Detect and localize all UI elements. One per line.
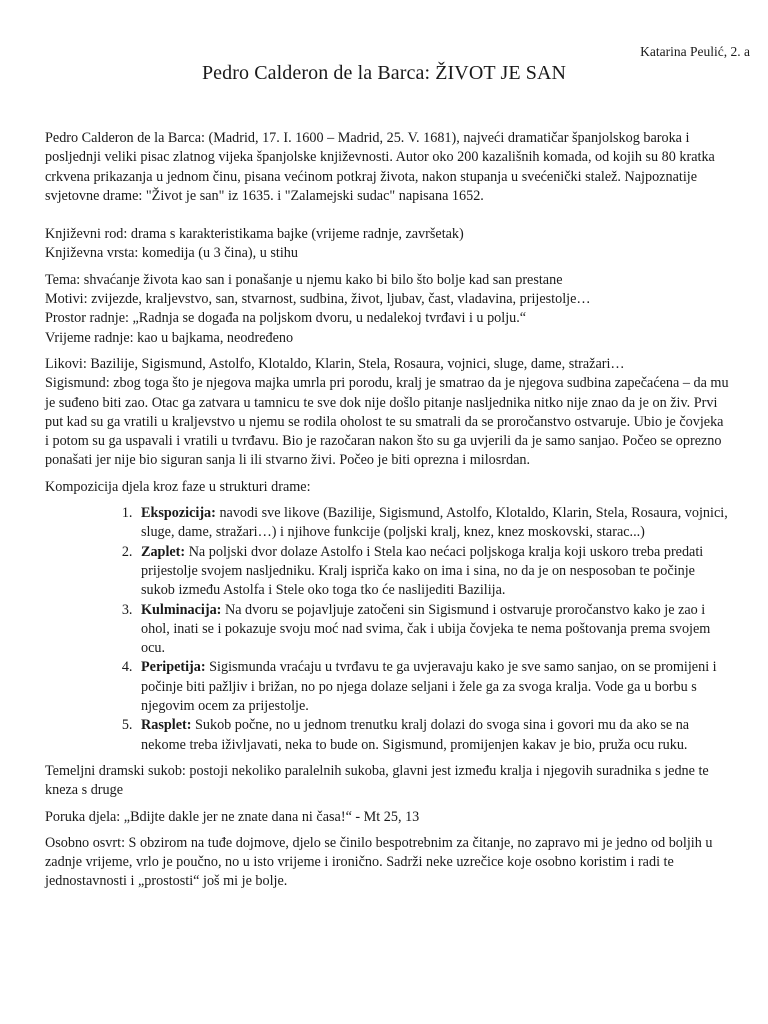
characters-list: Likovi: Bazilije, Sigismund, Astolfo, Klotaldo, Klarin, Stela, Rosaura, vojnici, sluge, dame, stražari…: [45, 355, 625, 372]
phase-name: Rasplet:: [141, 717, 192, 734]
list-item: [136, 504, 730, 543]
message-paragraph: Poruka djela: „Bdijte dakle jer ne znate dana ni časa!“ - Mt 25, 13: [45, 808, 420, 825]
character-sigismund: Sigismund: zbog toga što je njegova majka umrla pri porodu, kralj je smatrao da je njegova sudbina zapečaćena – da mu je suđeno biti zao. Otac ga zatvara u tamnicu te sve dok nije došlo pitanje nasljednika nitko nije znao da je on živ. Prvi put kad su ga vratili u kraljevstvo u njemu se rodila oholost te su smatrali da se proročanstvo ostvaruje. Ubio je čovjeka i potom su ga uspavali i vratili u tvrđavu. Bio je razočaran nakon što su ga uvjerili da je samo sanjao. Počeo se oprezno ponašati jer nije bio siguran sanja li ili stvarno živi. Počeo je biti oprezna i milosrdan.: [45, 375, 729, 469]
phase-name: Zaplet:: [141, 543, 186, 560]
title-author: Pedro Calderon de la Barca:: [201, 62, 436, 84]
review-paragraph: Osobno osvrt: S obzirom na tuđe dojmove, djelo se činilo bespotrebnim za čitanje, no zapravo mi je jedno od boljih u zadnje vrijeme, vrlo je poučno, no u isto vrijeme i ironično. Sadrži neke uzrečice koje osobno koristim i radi te jednostavnosti i „prostosti“ još mi je bolje.: [45, 834, 713, 890]
document-body: [45, 129, 730, 892]
theme-vrijeme: Vrijeme radnje: kao u bajkama, neodređeno: [45, 329, 294, 346]
phase-name: Peripetija:: [141, 659, 206, 676]
list-item: [136, 658, 730, 716]
conflict-paragraph: Temeljni dramski sukob: postoji nekoliko paralelnih sukoba, glavni jest između kralja i njegovih suradnika s jedne te kneza s druge: [45, 762, 709, 799]
phase-text: Sukob počne, no u jednom trenutku kralj dolazi do svoga sina i govori mu da ako se na nekome treba iživljavati, neka to bude on. Sigismund, promijenjen kakav je bio, pruža ocu ruku.: [141, 717, 690, 753]
phase-text: navodi sve likove (Bazilije, Sigismund, Astolfo, Klotaldo, Klarin, Stela, Rosaura, vojnici, sluge, dame, stražari…) i njihove funkcije (poljski kralj, knez, knez moskovski, starac...): [141, 505, 728, 541]
structure-phase-list: [45, 504, 730, 755]
phase-text: Na dvoru se pojavljuje zatočeni sin Sigismund i ostvaruje proročanstvo kako je zao i ohol, inati se i pokazuje svoju moć nad svima, čak i ubija čovjeka te nema poštovanja prema svojem ocu.: [141, 601, 711, 657]
title-work: ŽIVOT JE SAN: [435, 62, 567, 84]
list-item: [136, 543, 730, 601]
theme-tema: Tema: shvaćanje života kao san i ponašanje u njemu kako bi bilo što bolje kad san prestane: [45, 271, 563, 288]
list-item: [136, 601, 730, 659]
theme-motivi: Motivi: zvijezde, kraljevstvo, san, stvarnost, sudbina, život, ljubav, čast, vladavina, prijestolje…: [45, 291, 591, 308]
structure-intro: Kompozicija djela kroz faze u strukturi drame:: [45, 478, 311, 495]
list-item: [136, 716, 730, 755]
phase-text: Na poljski dvor dolaze Astolfo i Stela kao nećaci poljskoga kralja koji uskoro treba predati prijestolje svojem nasljedniku. Kralj ispriča kako on ima i sina, no da je on nesposoban te počinje sukob između Astolfa i Stele oko toga tko će naslijediti Bazilija.: [141, 543, 704, 599]
author-intro-paragraph: Pedro Calderon de la Barca: (Madrid, 17. I. 1600 – Madrid, 25. V. 1681), najveći dramatičar španjolskog baroka i posljednji veliki pisac zlatnog vijeka španjolske književnosti. Autor oko 200 kazališnih komada, od kojih su 80 kratka crkvena prikazanja u jednom činu, pisana većinom potkraj života, nakon stupanja u svećenički stalež. Najpoznatije svjetovne drame: "Život je san" iz 1635. i "Zalamejski sudac" napisana 1652.: [45, 130, 715, 204]
theme-prostor: Prostor radnje: „Radnja se događa na poljskom dvoru, u nedalekoj tvrđavi i u polju.“: [45, 310, 527, 327]
genre-vrsta: Književna vrsta: komedija (u 3 čina), u stihu: [45, 245, 298, 262]
phase-text: Sigismunda vraćaju u tvrđavu te ga uvjeravaju kako je sve samo sanjao, on se promijeni i počinje biti pažljiv i brižan, no po njega dolaze seljani i žele ga za svoga kralja. Vode ga u borbu s njegovim ocem za prijestolje.: [141, 659, 717, 715]
phase-name: Ekspozicija:: [141, 505, 216, 522]
page-title: [0, 62, 768, 85]
phase-name: Kulminacija:: [141, 601, 222, 618]
genre-rod: Književni rod: drama s karakteristikama bajke (vrijeme radnje, završetak): [45, 226, 464, 243]
author-line: Katarina Peulić, 2. a: [640, 44, 750, 59]
